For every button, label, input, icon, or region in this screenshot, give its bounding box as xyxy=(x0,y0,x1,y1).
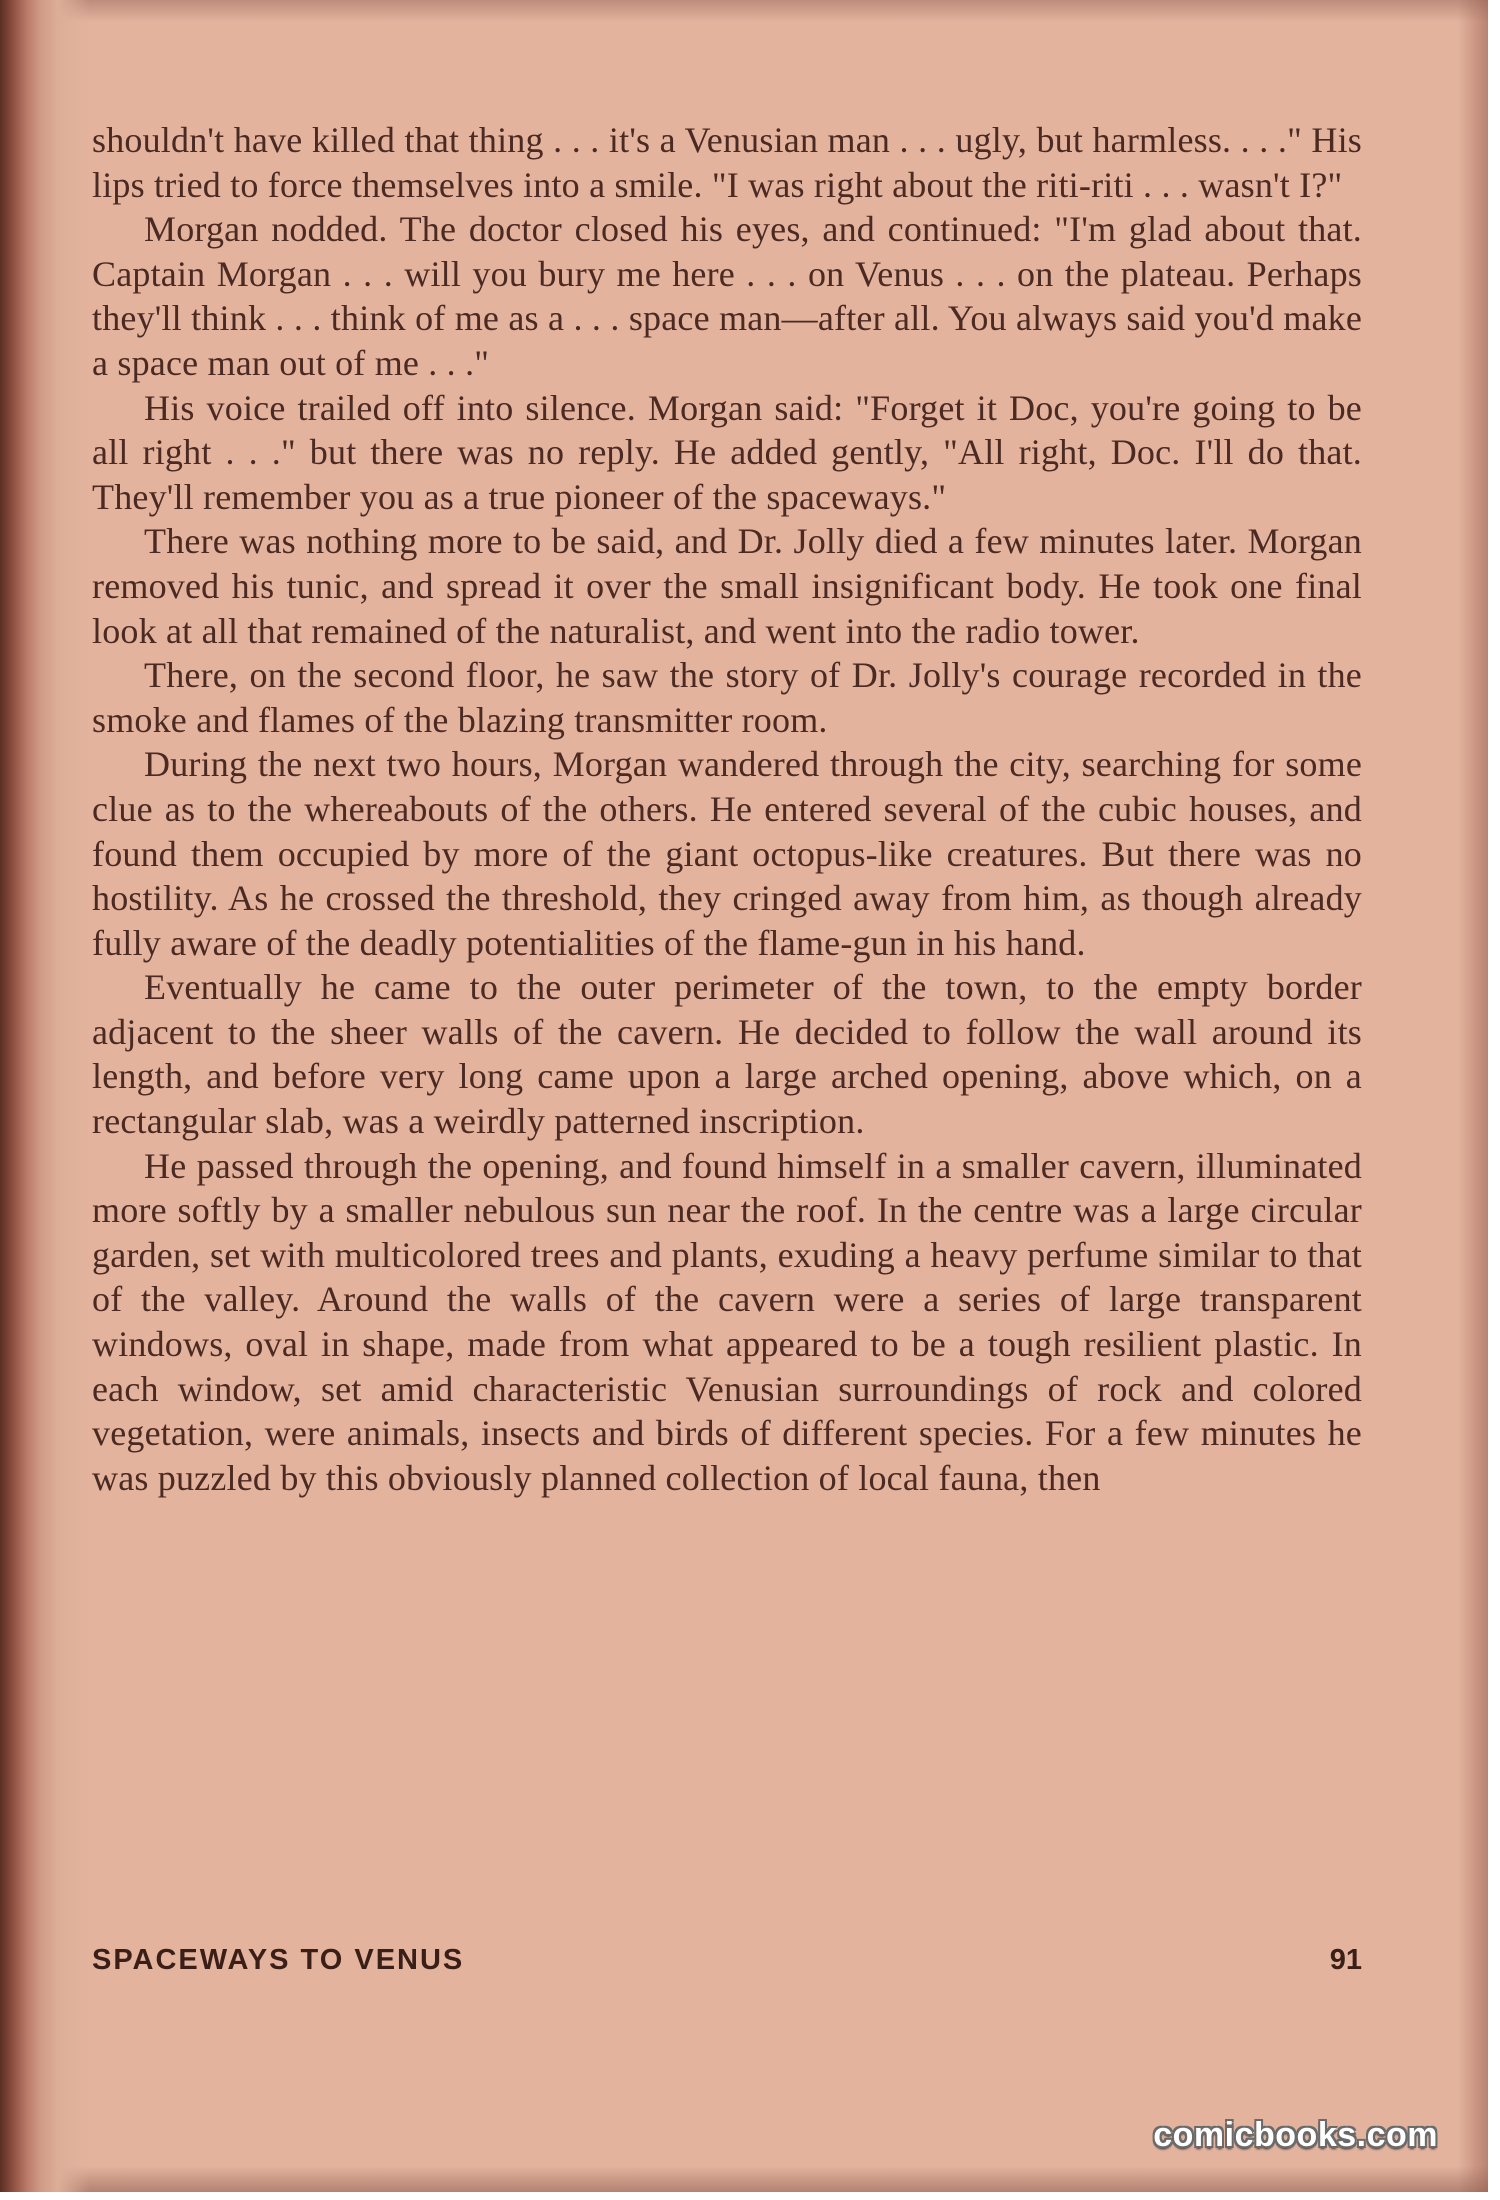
page-body-text xyxy=(92,118,1362,1500)
paragraph: Eventually he came to the outer perimeter of the town, to the empty border adjacent to the sheer walls of the cavern. He decided to follow the wall around its length, and before very long came upon a large arched opening, above which, on a rectangular slab, was a weirdly patterned inscription. xyxy=(92,967,1362,1142)
running-footer xyxy=(92,1944,1362,1984)
paragraph: There was nothing more to be said, and Dr. Jolly died a few minutes later. Morgan removed his tunic, and spread it over the small insignificant body. He took one final look at all that remained of the naturalist, and went into the radio tower. xyxy=(92,521,1362,651)
site-watermark: comicbooks.com xyxy=(1153,2116,1438,2154)
paragraph: Morgan nodded. The doctor closed his eyes, and continued: "I'm glad about that. Captain Morgan . . . will you bury me here . . . on Venus . . . on the plateau. Perhaps they'll think . . . think of me as a . . . space man—after all. You always said you'd make a space man out of me . . ." xyxy=(92,209,1362,383)
paragraph: There, on the second floor, he saw the story of Dr. Jolly's courage recorded in the smoke and flames of the blazing transmitter room. xyxy=(92,655,1362,740)
footer-book-title: SPACEWAYS TO VENUS xyxy=(92,1944,465,1976)
paragraph: During the next two hours, Morgan wandered through the city, searching for some clue as to the whereabouts of the others. He entered several of the cubic houses, and found them occupied by more of the giant octopus-like creatures. But there was no hostility. As he crossed the threshold, they cringed away from him, as though already fully aware of the deadly potentialities of the flame-gun in his hand. xyxy=(92,744,1362,963)
footer-page-number: 91 xyxy=(1329,1944,1362,1976)
paragraph-continued: shouldn't have killed that thing . . . it's a Venusian man . . . ugly, but harmless. . . ." His lips tried to force themselves into a smile. "I was right about the riti-riti . . . wasn't I?" xyxy=(92,120,1362,205)
paragraph: His voice trailed off into silence. Morgan said: "Forget it Doc, you're going to be all right . . ." but there was no reply. He added gently, "All right, Doc. I'll do that. They'll remember you as a true pioneer of the spaceways." xyxy=(92,387,1362,517)
paragraph: He passed through the opening, and found himself in a smaller cavern, illuminated more softly by a smaller nebulous sun near the roof. In the centre was a large circular garden, set with multicolored trees and plants, exuding a heavy perfume similar to that of the valley. Around the walls of the cavern were a series of large transparent windows, oval in shape, made from what appeared to be a tough resilient plastic. In each window, set amid characteristic Venusian surroundings of rock and colored vegetation, were animals, insects and birds of different species. For a few minutes he was puzzled by this obviously planned collection of local fauna, then xyxy=(92,1145,1362,1498)
